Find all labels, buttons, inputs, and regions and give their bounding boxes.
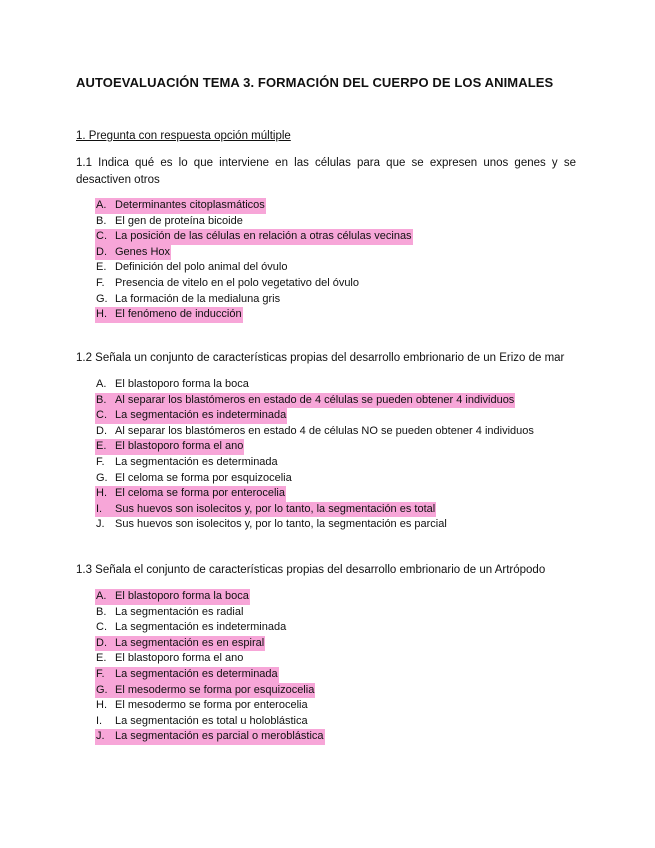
option-text: Sus huevos son isolecitos y, por lo tanto, la segmentación es total xyxy=(115,502,436,515)
option-letter: G. xyxy=(96,471,108,484)
option-letter: E. xyxy=(96,440,107,453)
option xyxy=(95,714,309,730)
highlighted-option xyxy=(95,307,243,323)
option xyxy=(95,471,293,487)
option-letter: E. xyxy=(96,261,107,274)
option-letter: I. xyxy=(96,714,103,727)
answer-option xyxy=(95,471,535,487)
option xyxy=(95,517,448,533)
answer-option xyxy=(95,455,535,471)
option-text: El blastoporo forma la boca xyxy=(115,378,249,390)
option-text: Presencia de vitelo en el polo vegetativo del óvulo xyxy=(115,276,359,289)
answer-option xyxy=(95,198,413,214)
option-text: El mesodermo se forma por esquizocelia xyxy=(115,683,315,696)
highlighted-option xyxy=(95,589,250,605)
option-letter: C. xyxy=(96,621,107,634)
option-letter: A. xyxy=(96,199,107,211)
answer-option xyxy=(95,502,535,518)
highlighted-option xyxy=(95,636,265,652)
question-2-options xyxy=(95,377,535,533)
option-letter: D. xyxy=(96,636,107,649)
option-text: El blastoporo forma el ano xyxy=(115,440,244,453)
answer-option xyxy=(95,424,535,440)
option-text: El fenómeno de inducción xyxy=(115,308,242,321)
option-letter: F. xyxy=(96,276,105,289)
option-letter: G. xyxy=(96,683,108,696)
option-letter: E. xyxy=(96,652,107,665)
answer-option xyxy=(95,377,535,393)
answer-option xyxy=(95,260,413,276)
option-text: La segmentación es radial xyxy=(115,605,244,618)
answer-option xyxy=(95,667,325,683)
answer-option xyxy=(95,729,325,745)
highlighted-option xyxy=(95,683,315,699)
option-letter: B. xyxy=(96,393,107,406)
answer-option xyxy=(95,698,325,714)
highlighted-option xyxy=(95,245,171,261)
question-2-text: 1.2 Señala un conjunto de características propias del desarrollo embrionario de un Erizo de mar xyxy=(76,352,565,364)
option-letter: A. xyxy=(96,378,107,390)
option-text: La segmentación es determinada xyxy=(115,667,278,680)
answer-option xyxy=(95,307,413,323)
option-letter: H. xyxy=(96,487,107,500)
answer-option xyxy=(95,714,325,730)
answer-option xyxy=(95,408,535,424)
highlighted-option xyxy=(95,502,436,518)
option-text: Sus huevos son isolecitos y, por lo tanto, la segmentación es parcial xyxy=(115,518,447,531)
option-text: El celoma se forma por enterocelia xyxy=(115,487,285,500)
option-text: Definición del polo animal del óvulo xyxy=(115,261,288,274)
option-text: El mesodermo se forma por enterocelia xyxy=(115,699,308,712)
option-text: El celoma se forma por esquizocelia xyxy=(115,471,292,484)
option-letter: C. xyxy=(96,409,107,422)
option xyxy=(95,214,244,230)
option-text: La segmentación es en espiral xyxy=(115,636,265,649)
option xyxy=(95,276,360,292)
highlighted-option xyxy=(95,198,266,214)
option-letter: A. xyxy=(96,590,107,602)
option xyxy=(95,424,535,440)
highlighted-option xyxy=(95,229,413,245)
option xyxy=(95,455,279,471)
option-text: El blastoporo forma la boca xyxy=(115,590,249,602)
highlighted-option xyxy=(95,486,286,502)
option-text: Genes Hox xyxy=(115,245,171,258)
highlighted-option xyxy=(95,439,244,455)
option-letter: J. xyxy=(96,518,105,531)
answer-option xyxy=(95,605,325,621)
highlighted-option xyxy=(95,408,287,424)
option-text: Determinantes citoplasmáticos xyxy=(115,199,265,211)
option-letter: B. xyxy=(96,605,107,618)
question-1-text: 1.1 Indica qué es lo que interviene en las células para que se expresen unos genes y se desactiven otros xyxy=(76,157,576,186)
page-title: AUTOEVALUACIÓN TEMA 3. FORMACIÓN DEL CUERPO DE LOS ANIMALES xyxy=(76,75,554,90)
option xyxy=(95,698,309,714)
answer-option xyxy=(95,651,325,667)
option-text: La segmentación es parcial o meroblástica xyxy=(115,730,324,743)
answer-option xyxy=(95,214,413,230)
option-text: La segmentación es determinada xyxy=(115,455,278,468)
answer-option xyxy=(95,589,325,605)
option-text: La segmentación es indeterminada xyxy=(115,621,287,634)
option-letter: F. xyxy=(96,667,105,680)
question-1-options xyxy=(95,198,413,323)
answer-option xyxy=(95,439,535,455)
option-letter: H. xyxy=(96,308,107,321)
option-text: El gen de proteína bicoide xyxy=(115,214,243,227)
option-letter: J. xyxy=(96,730,105,743)
question-3-text: 1.3 Señala el conjunto de características propias del desarrollo embrionario de un Artrópodo xyxy=(76,564,546,576)
answer-option xyxy=(95,636,325,652)
option-letter: I. xyxy=(96,502,103,515)
option-text: El blastoporo forma el ano xyxy=(115,652,244,665)
option xyxy=(95,377,250,393)
answer-option xyxy=(95,229,413,245)
answer-option xyxy=(95,276,413,292)
option-text: Al separar los blastómeros en estado de 4 células se pueden obtener 4 individuos xyxy=(115,393,515,406)
answer-option xyxy=(95,517,535,533)
option xyxy=(95,605,244,621)
highlighted-option xyxy=(95,667,279,683)
option-letter: H. xyxy=(96,699,107,712)
option xyxy=(95,651,244,667)
highlighted-option xyxy=(95,393,515,409)
answer-option xyxy=(95,292,413,308)
option-letter: F. xyxy=(96,455,105,468)
option-text: La segmentación es total u holoblástica xyxy=(115,714,308,727)
option-letter: G. xyxy=(96,292,108,305)
answer-option xyxy=(95,486,535,502)
option-letter: B. xyxy=(96,214,107,227)
option-text: Al separar los blastómeros en estado 4 de células NO se pueden obtener 4 individuos xyxy=(115,424,534,437)
option-text: La formación de la medialuna gris xyxy=(115,292,281,305)
option-letter: C. xyxy=(96,230,107,243)
answer-option xyxy=(95,393,535,409)
question-3-options xyxy=(95,589,325,745)
answer-option xyxy=(95,683,325,699)
option-text: La posición de las células en relación a otras células vecinas xyxy=(115,230,412,243)
section-title: 1. Pregunta con respuesta opción múltiple xyxy=(76,130,291,142)
option xyxy=(95,260,288,276)
highlighted-option xyxy=(95,729,325,745)
option-letter: D. xyxy=(96,424,107,437)
option-text: La segmentación es indeterminada xyxy=(115,409,287,422)
option-letter: D. xyxy=(96,245,107,258)
answer-option xyxy=(95,620,325,636)
option xyxy=(95,620,287,636)
option xyxy=(95,292,281,308)
answer-option xyxy=(95,245,413,261)
